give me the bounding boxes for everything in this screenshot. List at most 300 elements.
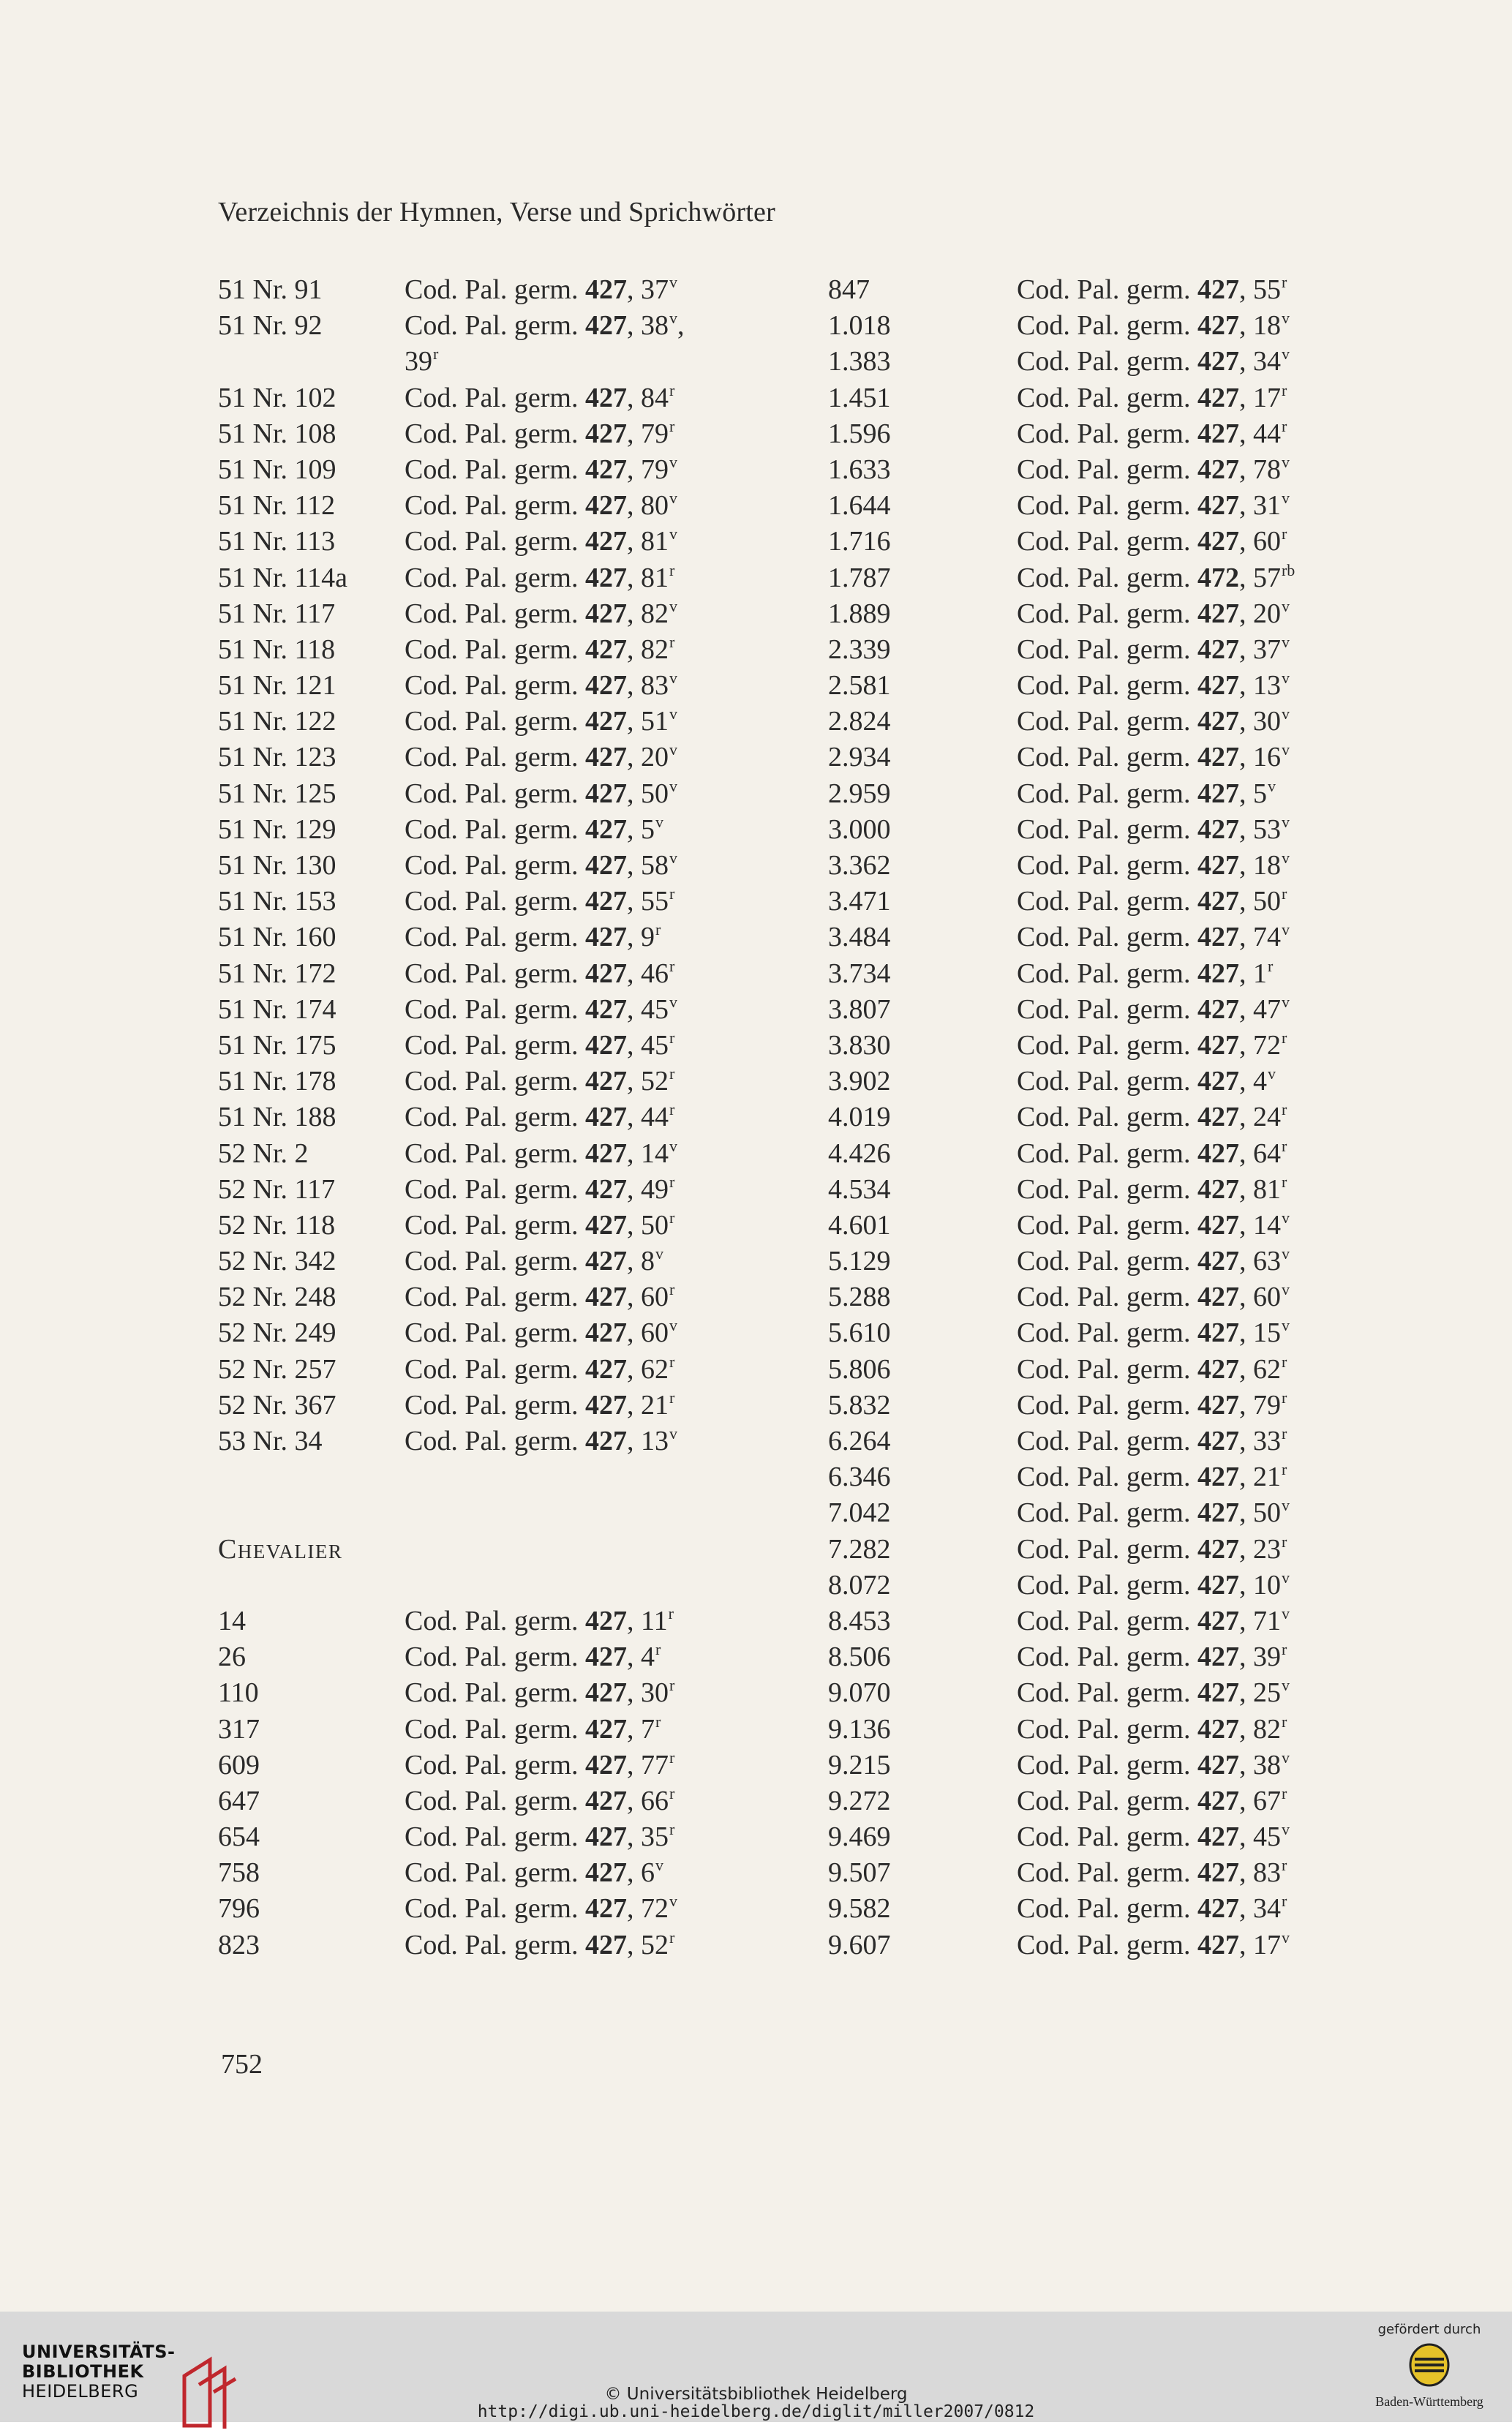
codex-number: 427 bbox=[1197, 1389, 1239, 1421]
folio-side: v bbox=[1281, 1928, 1290, 1947]
codex-number: 427 bbox=[584, 1173, 627, 1205]
entry-number: 3.000 bbox=[828, 813, 891, 845]
codex-number: 427 bbox=[584, 922, 627, 953]
entry-number: 2.824 bbox=[828, 706, 891, 737]
folio-side: r bbox=[1281, 273, 1287, 291]
entry-number: 9.136 bbox=[828, 1713, 891, 1745]
sponsor-block bbox=[1367, 2322, 1492, 2410]
codex-number: 427 bbox=[1197, 1066, 1239, 1097]
index-entry bbox=[218, 1136, 677, 1172]
folio-side: v bbox=[655, 812, 663, 831]
codex-number: 427 bbox=[1197, 1173, 1239, 1205]
entry-number: 1.383 bbox=[828, 346, 891, 377]
permalink-url[interactable]: http://digi.ub.uni-heidelberg.de/diglit/miller2007/0812 bbox=[477, 2402, 1035, 2421]
codex-number: 427 bbox=[584, 742, 627, 773]
left-column bbox=[218, 272, 685, 1963]
codex-number: 427 bbox=[1197, 598, 1239, 629]
codex-number: 427 bbox=[1197, 1893, 1239, 1925]
index-entry bbox=[218, 1855, 663, 1891]
manuscript-reference: Cod. Pal. germ. 427, 8$^v$ bbox=[405, 1244, 663, 1277]
entry-number: 2.339 bbox=[828, 633, 891, 665]
folio-side: r bbox=[669, 1748, 675, 1767]
entry-number: 5.610 bbox=[828, 1317, 891, 1349]
codex-number: 427 bbox=[584, 1137, 627, 1169]
manuscript-reference: Cod. Pal. germ. 427, 60$^r$ bbox=[1017, 524, 1287, 557]
folio-side: rb bbox=[1281, 560, 1295, 579]
codex-number: 427 bbox=[1197, 1497, 1239, 1529]
folio-side: v bbox=[669, 669, 677, 688]
entry-number: 823 bbox=[218, 1929, 260, 1960]
codex-number: 427 bbox=[584, 562, 627, 593]
entry-number: 51 Nr. 188 bbox=[218, 1102, 336, 1133]
index-entry bbox=[218, 1819, 675, 1855]
manuscript-reference: Cod. Pal. germ. 427, 34$^r$ bbox=[1017, 1892, 1287, 1925]
folio-side: r bbox=[655, 920, 661, 939]
codex-number: 427 bbox=[1197, 1209, 1239, 1241]
entry-number: 3.902 bbox=[828, 1066, 891, 1097]
manuscript-reference: Cod. Pal. germ. 427, 79$^r$ bbox=[1017, 1388, 1287, 1421]
manuscript-reference: Cod. Pal. germ. 427, 38$^v$ bbox=[1017, 1748, 1290, 1780]
folio-side: r bbox=[1281, 1136, 1287, 1155]
codex-number: 427 bbox=[1197, 418, 1239, 449]
folio-side: v bbox=[669, 992, 677, 1011]
entry-number: 9.272 bbox=[828, 1785, 891, 1816]
entry-number: 8.453 bbox=[828, 1605, 891, 1636]
folio-side: v bbox=[1267, 1064, 1276, 1083]
manuscript-reference: Cod. Pal. germ. 427, 80$^v$ bbox=[405, 489, 677, 522]
manuscript-reference: Cod. Pal. germ. 427, 72$^v$ bbox=[405, 1892, 677, 1925]
entry-number: 51 Nr. 129 bbox=[218, 813, 336, 845]
manuscript-reference: Cod. Pal. germ. 427, 79$^r$ bbox=[405, 416, 675, 449]
index-entry bbox=[218, 1315, 677, 1351]
codex-number: 427 bbox=[584, 778, 627, 809]
manuscript-reference: Cod. Pal. germ. 427, 16$^v$ bbox=[1017, 740, 1290, 773]
footer-bar bbox=[0, 2312, 1512, 2422]
sponsor-label: gefördert durch bbox=[1377, 2322, 1481, 2337]
index-entry bbox=[218, 380, 675, 416]
codex-number: 427 bbox=[584, 1605, 627, 1636]
entry-number: 51 Nr. 102 bbox=[218, 382, 336, 413]
manuscript-reference: Cod. Pal. germ. 427, 31$^v$ bbox=[1017, 489, 1290, 522]
entry-number: 2.934 bbox=[828, 742, 891, 773]
codex-number: 427 bbox=[1197, 1605, 1239, 1636]
codex-number: 427 bbox=[584, 598, 627, 629]
folio-side: r bbox=[1267, 956, 1274, 975]
manuscript-reference: Cod. Pal. germ. 427, 71$^v$ bbox=[1017, 1603, 1290, 1636]
entry-number: 6.346 bbox=[828, 1462, 891, 1493]
entry-number: 9.507 bbox=[828, 1857, 891, 1889]
entry-number: 1.889 bbox=[828, 598, 891, 629]
folio-side: r bbox=[669, 632, 675, 651]
manuscript-reference: Cod. Pal. germ. 427, 81$^r$ bbox=[1017, 1172, 1287, 1205]
entry-number: 4.019 bbox=[828, 1102, 891, 1133]
codex-number: 427 bbox=[584, 1209, 627, 1241]
codex-number: 427 bbox=[584, 1246, 627, 1277]
codex-number: 427 bbox=[1197, 1317, 1239, 1349]
index-entry bbox=[218, 308, 685, 344]
entry-number: 8.072 bbox=[828, 1569, 891, 1601]
manuscript-reference: Cod. Pal. germ. 427, 55$^r$ bbox=[405, 884, 675, 917]
folio-side: r bbox=[1281, 1424, 1287, 1443]
codex-number: 427 bbox=[1197, 922, 1239, 953]
manuscript-reference: Cod. Pal. germ. 427, 60$^v$ bbox=[1017, 1280, 1290, 1313]
entry-number: 1.716 bbox=[828, 526, 891, 557]
entry-number: 52 Nr. 249 bbox=[218, 1317, 336, 1349]
codex-number: 427 bbox=[1197, 1426, 1239, 1456]
folio-side: r bbox=[1281, 1388, 1287, 1407]
manuscript-reference: Cod. Pal. germ. 427, 84$^r$ bbox=[405, 380, 675, 413]
codex-number: 427 bbox=[1197, 1677, 1239, 1709]
entry-number: 3.471 bbox=[828, 886, 891, 917]
entry-number: 51 Nr. 175 bbox=[218, 1029, 336, 1061]
entry-number: 51 Nr. 92 bbox=[218, 310, 323, 342]
codex-number: 427 bbox=[1197, 813, 1239, 845]
codex-number: 427 bbox=[1197, 274, 1239, 305]
codex-number: 427 bbox=[584, 526, 627, 557]
entry-number: 1.596 bbox=[828, 418, 891, 449]
folio-side: r bbox=[1281, 1712, 1287, 1731]
entry-number: 7.042 bbox=[828, 1497, 891, 1529]
folio-side: r bbox=[669, 1352, 675, 1371]
codex-number: 427 bbox=[584, 1893, 627, 1925]
page-number: 752 bbox=[221, 2049, 263, 2080]
folio-side: v bbox=[669, 452, 677, 471]
folio-side: r bbox=[1281, 1892, 1287, 1911]
manuscript-reference: Cod. Pal. germ. 427, 62$^r$ bbox=[405, 1352, 675, 1385]
manuscript-reference: Cod. Pal. germ. 427, 18$^v$ bbox=[1017, 309, 1290, 342]
folio-side: r bbox=[1281, 1856, 1287, 1875]
codex-number: 427 bbox=[584, 1929, 627, 1960]
entry-number: 52 Nr. 248 bbox=[218, 1282, 336, 1313]
index-entry bbox=[218, 704, 677, 740]
manuscript-reference: Cod. Pal. germ. 427, 17$^r$ bbox=[1017, 380, 1287, 413]
folio-side: v bbox=[669, 1136, 677, 1155]
codex-number: 427 bbox=[1197, 1137, 1239, 1169]
codex-number: 427 bbox=[584, 1857, 627, 1889]
manuscript-reference: Cod. Pal. germ. 427, 18$^v$ bbox=[1017, 849, 1290, 881]
entry-number: 4.534 bbox=[828, 1173, 891, 1205]
index-entry bbox=[218, 1891, 677, 1927]
manuscript-reference: Cod. Pal. germ. 427, 60$^r$ bbox=[405, 1280, 675, 1313]
manuscript-reference: Cod. Pal. germ. 427, 4$^r$ bbox=[405, 1640, 661, 1673]
folio-side: r bbox=[1281, 1460, 1287, 1479]
codex-number: 427 bbox=[584, 274, 627, 305]
manuscript-reference: Cod. Pal. germ. 427, 30$^r$ bbox=[405, 1676, 675, 1709]
entry-number: 51 Nr. 174 bbox=[218, 993, 336, 1025]
index-entry bbox=[218, 1639, 661, 1675]
manuscript-reference: Cod. Pal. germ. 427, 79$^v$ bbox=[405, 452, 677, 485]
folio-side: v bbox=[1281, 1244, 1290, 1263]
manuscript-reference: Cod. Pal. germ. 427, 17$^v$ bbox=[1017, 1928, 1290, 1960]
entry-number: 51 Nr. 108 bbox=[218, 418, 336, 449]
codex-number: 427 bbox=[584, 1389, 627, 1421]
codex-number: 427 bbox=[584, 850, 627, 881]
index-entry bbox=[218, 992, 677, 1028]
entry-number: 51 Nr. 118 bbox=[218, 633, 336, 665]
entry-number: 758 bbox=[218, 1857, 260, 1889]
folio-side: r bbox=[1281, 416, 1287, 435]
folio-side: r bbox=[669, 884, 675, 903]
manuscript-reference: Cod. Pal. germ. 427, 14$^v$ bbox=[405, 1136, 677, 1169]
folio-side: r bbox=[669, 1208, 675, 1227]
folio-side: v bbox=[1281, 1496, 1290, 1515]
entry-number: 51 Nr. 153 bbox=[218, 886, 336, 917]
entry-number: 51 Nr. 113 bbox=[218, 526, 336, 557]
folio-side: r bbox=[1281, 524, 1287, 544]
entry-number: 51 Nr. 125 bbox=[218, 778, 336, 809]
folio-side: v bbox=[1281, 452, 1290, 471]
manuscript-reference: Cod. Pal. germ. 427, 45$^r$ bbox=[405, 1028, 675, 1061]
folio-side: r bbox=[1281, 1640, 1287, 1659]
index-entry bbox=[218, 1064, 675, 1099]
folio-side: r bbox=[1281, 1352, 1287, 1371]
folio-side: v bbox=[1281, 992, 1290, 1011]
codex-number: 427 bbox=[1197, 454, 1239, 485]
manuscript-reference: Cod. Pal. germ. 427, 39$^r$ bbox=[1017, 1640, 1287, 1673]
codex-number: 427 bbox=[1197, 1785, 1239, 1816]
spacer bbox=[218, 1459, 342, 1495]
entry-number: 52 Nr. 118 bbox=[218, 1209, 336, 1241]
folio-side: r bbox=[655, 1712, 661, 1731]
folio-side: r bbox=[669, 1928, 675, 1947]
folio-side: v bbox=[669, 740, 677, 759]
codex-number: 427 bbox=[1197, 850, 1239, 881]
codex-number: 427 bbox=[1197, 993, 1239, 1025]
index-entry bbox=[218, 1172, 675, 1208]
manuscript-reference: Cod. Pal. germ. 427, 37$^v$ bbox=[1017, 632, 1290, 665]
folio-side: v bbox=[1281, 812, 1290, 831]
manuscript-reference: Cod. Pal. germ. 427, 51$^v$ bbox=[405, 704, 677, 737]
entry-number: 9.607 bbox=[828, 1929, 891, 1960]
manuscript-reference: Cod. Pal. germ. 427, 6$^v$ bbox=[405, 1856, 663, 1889]
manuscript-reference: Cod. Pal. germ. 427, 14$^v$ bbox=[1017, 1208, 1290, 1241]
entry-number: 5.288 bbox=[828, 1282, 891, 1313]
codex-number: 427 bbox=[584, 633, 627, 665]
codex-number: 427 bbox=[1197, 526, 1239, 557]
entry-number: 3.734 bbox=[828, 958, 891, 989]
codex-number: 427 bbox=[1197, 1029, 1239, 1061]
entry-number: 1.633 bbox=[828, 454, 891, 485]
manuscript-reference: Cod. Pal. germ. 427, 11$^r$ bbox=[405, 1603, 674, 1636]
index-entry bbox=[218, 1028, 675, 1064]
manuscript-reference: Cod. Pal. germ. 427, 20$^v$ bbox=[405, 740, 677, 773]
index-entry bbox=[218, 1352, 675, 1388]
entry-number: 51 Nr. 109 bbox=[218, 454, 336, 485]
logo-text-line: UNIVERSITÄTS- bbox=[22, 2342, 176, 2362]
entry-number: 51 Nr. 114a bbox=[218, 562, 347, 593]
entry-number: 3.807 bbox=[828, 993, 891, 1025]
manuscript-reference: Cod. Pal. germ. 427, 50$^r$ bbox=[1017, 884, 1287, 917]
manuscript-reference: Cod. Pal. germ. 427, 35$^r$ bbox=[405, 1820, 675, 1853]
entry-number: 1.018 bbox=[828, 310, 891, 342]
folio-side: v bbox=[1281, 849, 1290, 867]
manuscript-reference: Cod. Pal. germ. 427, 4$^v$ bbox=[1017, 1064, 1276, 1097]
entry-number: 1.451 bbox=[828, 382, 891, 413]
codex-number: 427 bbox=[584, 1029, 627, 1061]
index-entry bbox=[218, 1928, 675, 1963]
entry-number: 9.070 bbox=[828, 1677, 891, 1709]
codex-number: 427 bbox=[1197, 670, 1239, 702]
entry-number: 52 Nr. 2 bbox=[218, 1137, 309, 1169]
manuscript-reference: Cod. Pal. germ. 427, 23$^r$ bbox=[1017, 1532, 1287, 1565]
logo-text-line: BIBLIOTHEK bbox=[22, 2361, 144, 2382]
entry-number: 9.582 bbox=[828, 1893, 891, 1925]
index-entry bbox=[218, 1208, 675, 1244]
codex-number: 427 bbox=[584, 310, 627, 342]
codex-number: 427 bbox=[1197, 382, 1239, 413]
codex-number: 427 bbox=[1197, 1102, 1239, 1133]
manuscript-reference: Cod. Pal. germ. 427, 53$^v$ bbox=[1017, 812, 1290, 845]
manuscript-reference: Cod. Pal. germ. 427, 7$^r$ bbox=[405, 1712, 661, 1745]
folio-side: r bbox=[669, 1064, 675, 1083]
codex-number: 427 bbox=[584, 490, 627, 522]
entry-number: 609 bbox=[218, 1749, 260, 1780]
codex-number: 427 bbox=[584, 1785, 627, 1816]
codex-number: 427 bbox=[1197, 958, 1239, 989]
manuscript-reference: Cod. Pal. germ. 427, 58$^v$ bbox=[405, 849, 677, 881]
index-entry bbox=[218, 1099, 675, 1135]
folio-side: v bbox=[669, 309, 677, 328]
folio-side: r bbox=[669, 380, 675, 399]
folio-side: v bbox=[669, 596, 677, 615]
codex-number: 427 bbox=[1197, 1821, 1239, 1853]
folio-side: r bbox=[1281, 884, 1287, 903]
manuscript-reference: Cod. Pal. germ. 427, 5$^v$ bbox=[405, 812, 663, 845]
entry-number: 110 bbox=[218, 1677, 259, 1709]
codex-number: 427 bbox=[1197, 886, 1239, 917]
codex-number: 427 bbox=[584, 454, 627, 485]
entry-number: 51 Nr. 122 bbox=[218, 706, 336, 737]
entry-number: 5.832 bbox=[828, 1389, 891, 1421]
entry-number: 3.362 bbox=[828, 850, 891, 881]
folio-side: r bbox=[669, 1388, 675, 1407]
codex-number: 427 bbox=[584, 1821, 627, 1853]
folio-side: r bbox=[669, 1100, 675, 1119]
entry-number: 51 Nr. 123 bbox=[218, 742, 336, 773]
manuscript-reference: Cod. Pal. germ. 427, 5$^v$ bbox=[1017, 776, 1276, 809]
folio-side: r bbox=[669, 1280, 675, 1299]
entry-number: 26 bbox=[218, 1642, 246, 1673]
codex-number: 427 bbox=[1197, 1569, 1239, 1601]
manuscript-reference: Cod. Pal. germ. 427, 20$^v$ bbox=[1017, 596, 1290, 629]
folio-side: r bbox=[669, 1028, 675, 1047]
codex-number: 427 bbox=[1197, 1749, 1239, 1780]
folio-side: v bbox=[1281, 920, 1290, 939]
index-entry bbox=[218, 416, 675, 452]
folio-side: v bbox=[1281, 1316, 1290, 1335]
entry-number: 2.581 bbox=[828, 670, 891, 702]
entry-number: 4.426 bbox=[828, 1137, 891, 1169]
index-entry bbox=[218, 776, 677, 812]
folio-side: v bbox=[669, 1316, 677, 1335]
folio-side: r bbox=[669, 560, 675, 579]
index-entry bbox=[218, 1603, 674, 1639]
folio-side: v bbox=[1281, 1603, 1290, 1622]
index-entry bbox=[218, 596, 677, 632]
folio-side: v bbox=[1281, 309, 1290, 328]
folio-side: r bbox=[1281, 1028, 1287, 1047]
manuscript-reference: Cod. Pal. germ. 427, 44$^r$ bbox=[405, 1100, 675, 1133]
index-entry bbox=[218, 632, 675, 668]
entry-number: 51 Nr. 117 bbox=[218, 598, 336, 629]
manuscript-reference: Cod. Pal. germ. 427, 21$^r$ bbox=[405, 1388, 675, 1421]
codex-number: 427 bbox=[584, 418, 627, 449]
manuscript-reference: Cod. Pal. germ. 427, 83$^v$ bbox=[405, 669, 677, 702]
manuscript-reference: Cod. Pal. germ. 427, 63$^v$ bbox=[1017, 1244, 1290, 1277]
codex-number: 427 bbox=[584, 993, 627, 1025]
index-entry bbox=[218, 1244, 663, 1279]
manuscript-reference: Cod. Pal. germ. 427, 24$^r$ bbox=[1017, 1100, 1287, 1133]
manuscript-reference: Cod. Pal. germ. 427, 1$^r$ bbox=[1017, 956, 1274, 989]
manuscript-reference: Cod. Pal. germ. 427, 82$^r$ bbox=[1017, 1712, 1287, 1745]
manuscript-reference: Cod. Pal. germ. 427, 74$^v$ bbox=[1017, 920, 1290, 953]
manuscript-reference: Cod. Pal. germ. 427, 25$^v$ bbox=[1017, 1676, 1290, 1709]
entry-number: 52 Nr. 117 bbox=[218, 1173, 336, 1205]
entry-number: 5.806 bbox=[828, 1353, 891, 1385]
manuscript-reference: Cod. Pal. germ. 427, 50$^v$ bbox=[405, 776, 677, 809]
folio-side: r bbox=[1281, 1100, 1287, 1119]
codex-number: 427 bbox=[584, 958, 627, 989]
codex-number: 427 bbox=[1197, 778, 1239, 809]
codex-number: 427 bbox=[584, 1317, 627, 1349]
manuscript-reference: Cod. Pal. germ. 427, 38$^v$, bbox=[405, 309, 685, 342]
entry-number: 9.215 bbox=[828, 1749, 891, 1780]
index-entry bbox=[218, 848, 677, 884]
folio-side: v bbox=[669, 524, 677, 544]
manuscript-reference: Cod. Pal. germ. 427, 34$^v$ bbox=[1017, 345, 1290, 377]
manuscript-reference: Cod. Pal. germ. 427, 77$^r$ bbox=[405, 1748, 675, 1780]
folio-side: r bbox=[1281, 1783, 1287, 1802]
entry-number: 52 Nr. 342 bbox=[218, 1246, 336, 1277]
manuscript-reference: Cod. Pal. germ. 427, 52$^r$ bbox=[405, 1064, 675, 1097]
entry-number: 4.601 bbox=[828, 1209, 891, 1241]
folio-side: v bbox=[669, 1424, 677, 1443]
index-entry bbox=[218, 1712, 661, 1748]
entry-number: 1.787 bbox=[828, 562, 891, 593]
folio-side: r bbox=[669, 416, 675, 435]
codex-number: 427 bbox=[1197, 1353, 1239, 1385]
index-list-a bbox=[218, 272, 685, 1459]
codex-number: 427 bbox=[1197, 1533, 1239, 1565]
manuscript-reference: Cod. Pal. germ. 427, 60$^v$ bbox=[405, 1316, 677, 1349]
entry-number: 51 Nr. 91 bbox=[218, 274, 323, 305]
folio-side: r bbox=[668, 1603, 674, 1622]
entry-number: 51 Nr. 112 bbox=[218, 490, 336, 522]
manuscript-reference: Cod. Pal. germ. 427, 44$^r$ bbox=[1017, 416, 1287, 449]
manuscript-reference: Cod. Pal. germ. 427, 82$^r$ bbox=[405, 632, 675, 665]
manuscript-reference: Cod. Pal. germ. 427, 64$^r$ bbox=[1017, 1136, 1287, 1169]
section-title: Chevalier bbox=[218, 1533, 343, 1565]
index-entry bbox=[218, 1783, 675, 1819]
index-entry bbox=[218, 884, 675, 920]
index-entry bbox=[218, 524, 677, 560]
codex-number: 427 bbox=[584, 1102, 627, 1133]
index-entry bbox=[218, 1388, 675, 1424]
entry-number: 317 bbox=[218, 1713, 260, 1745]
folio-side: r bbox=[1281, 380, 1287, 399]
folio-side: v bbox=[1281, 1568, 1290, 1587]
index-list-b bbox=[218, 1603, 677, 1963]
codex-number: 427 bbox=[1197, 1642, 1239, 1673]
manuscript-reference: Cod. Pal. germ. 427, 50$^v$ bbox=[1017, 1496, 1290, 1529]
spacer bbox=[218, 1495, 342, 1531]
index-entry bbox=[218, 956, 675, 992]
manuscript-reference: Cod. Pal. germ. 427, 67$^r$ bbox=[1017, 1783, 1287, 1816]
manuscript-reference: Cod. Pal. germ. 427, 33$^r$ bbox=[1017, 1424, 1287, 1456]
folio-side: v bbox=[1281, 345, 1290, 364]
folio-side: v bbox=[1281, 489, 1290, 508]
folio-side: v bbox=[1281, 669, 1290, 688]
